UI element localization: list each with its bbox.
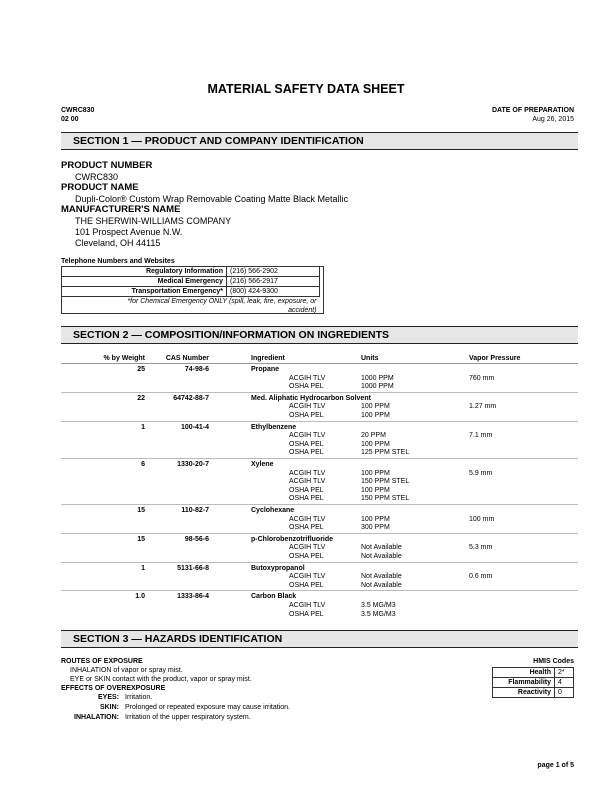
ingredient-name: Carbon Black (251, 593, 297, 601)
limit-value: Not Available (361, 581, 402, 589)
hmis-value: 4 (555, 678, 574, 688)
limit-source: ACGIH TLV (289, 601, 326, 609)
effect-text: Irritation of the upper respiratory system. (125, 714, 251, 721)
limit-source: OSHA PEL (289, 581, 324, 589)
effect-label: EYES: (97, 694, 119, 701)
row-divider (61, 504, 578, 505)
row-divider (61, 458, 578, 459)
row-divider (61, 421, 578, 422)
col-vapor: Vapor Pressure (469, 355, 521, 362)
limit-value: Not Available (361, 552, 402, 560)
vapor-pressure: 5.9 mm (469, 469, 493, 477)
telephone-label: Telephone Numbers and Websites (61, 258, 175, 265)
limit-source: ACGIH TLV (289, 573, 326, 581)
limit-source: OSHA PEL (289, 440, 324, 448)
effect-label: SKIN: (99, 704, 119, 711)
section-1-title: SECTION 1 — PRODUCT AND COMPANY IDENTIFICATION (73, 135, 364, 147)
limit-value: 100 PPM (361, 515, 390, 523)
cas-number: 1330-20-7 (177, 461, 209, 468)
cas-number: 1333-86-4 (177, 593, 209, 601)
weight-percent: 1 (141, 423, 145, 431)
phone-label: Medical Emergency (62, 277, 227, 287)
limit-source: OSHA PEL (289, 552, 324, 560)
effect-text: Irritation. (125, 694, 153, 701)
limit-value: 100 PPM (361, 411, 390, 419)
limit-value: Not Available (361, 544, 402, 552)
ingredient-name: Med. Aliphatic Hydrocarbon Solvent (251, 394, 371, 402)
vapor-pressure: 760 mm (469, 374, 495, 382)
product-code: CWRC830 (61, 107, 95, 114)
col-ingredient: Ingredient (251, 355, 285, 362)
col-units: Units (361, 355, 379, 362)
limit-value: 100 PPM (361, 486, 390, 494)
preparation-date: Aug 26, 2015 (532, 116, 574, 123)
phone-label: Regulatory Information (62, 267, 227, 277)
col-cas: CAS Number (165, 355, 209, 362)
hmis-table (492, 667, 574, 698)
section-3-title: SECTION 3 — HAZARDS IDENTIFICATION (73, 633, 283, 645)
page-number: page 1 of 5 (537, 762, 574, 769)
cas-number: 100-41-4 (180, 423, 209, 431)
limit-source: OSHA PEL (289, 449, 324, 457)
weight-percent: 1.0 (135, 593, 145, 601)
hmis-key: Reactivity (493, 688, 555, 698)
row-divider (61, 590, 578, 591)
limit-source: ACGIH TLV (289, 515, 326, 523)
section-2-title: SECTION 2 — COMPOSITION/INFORMATION ON INGREDIENTS (73, 329, 389, 341)
limit-value: 1000 PPM (361, 374, 394, 382)
section-3-header (61, 630, 578, 648)
vapor-pressure: 1.27 mm (469, 403, 497, 411)
phone-value: (216) 566-2917 (227, 277, 320, 287)
ingredient-name: Butoxypropanol (251, 564, 305, 572)
vapor-pressure: 0.6 mm (469, 573, 493, 581)
product-number: CWRC830 (75, 172, 119, 182)
limit-value: 20 PPM (361, 432, 386, 440)
effect-label: INHALATION: (74, 714, 119, 721)
phone-label: Transportation Emergency* (62, 287, 227, 297)
table-row (62, 277, 320, 287)
limit-value: 100 PPM (361, 403, 390, 411)
table-row (493, 668, 574, 678)
date-label: DATE OF PREPARATION (491, 107, 574, 114)
cas-number: 98-56-6 (184, 535, 209, 543)
weight-percent: 22 (137, 394, 145, 402)
limit-source: ACGIH TLV (289, 374, 326, 382)
limit-value: 3.5 MG/M3 (361, 601, 396, 609)
ingredient-name: Propane (251, 366, 280, 373)
product-name: Dupli-Color® Custom Wrap Removable Coating Matte Black Metallic (75, 194, 349, 204)
limit-value: 125 PPM STEL (361, 449, 410, 457)
row-divider (61, 392, 578, 393)
cas-number: 74-98-6 (184, 366, 209, 373)
hmis-value: 2* (555, 668, 574, 678)
routes-label: ROUTES OF EXPOSURE (61, 658, 143, 665)
vapor-pressure: 5.3 mm (469, 544, 493, 552)
product-name-label: PRODUCT NAME (61, 182, 139, 193)
limit-value: 3.5 MG/M3 (361, 610, 396, 618)
section-1-header (61, 132, 578, 150)
ingredient-name: Ethylbenzene (251, 423, 297, 431)
limit-source: OSHA PEL (289, 524, 324, 532)
limit-value: 1000 PPM (361, 383, 394, 391)
phone-value: (216) 566-2902 (227, 267, 320, 277)
ingredient-name: p-Chlorobenzotrifluoride (251, 535, 334, 543)
table-row (493, 688, 574, 698)
vapor-pressure: 100 mm (469, 515, 495, 523)
limit-source: OSHA PEL (289, 495, 324, 503)
revision: 02 00 (61, 116, 79, 123)
effects-label: EFFECTS OF OVEREXPOSURE (61, 685, 166, 692)
table-row (62, 267, 320, 277)
phone-value: (800) 424-9300 (227, 287, 320, 297)
manufacturer-line: Cleveland, OH 44115 (75, 238, 161, 248)
ingredient-name: Xylene (251, 461, 274, 468)
limit-source: ACGIH TLV (289, 544, 326, 552)
effect-text: Prolonged or repeated exposure may cause irritation. (125, 704, 290, 711)
table-row (62, 297, 320, 316)
limit-source: OSHA PEL (289, 383, 324, 391)
limit-value: Not Available (361, 573, 402, 581)
weight-percent: 1 (141, 564, 145, 572)
table-row (493, 678, 574, 688)
weight-percent: 6 (141, 461, 145, 468)
limit-value: 150 PPM STEL (361, 495, 410, 503)
row-divider (61, 533, 578, 534)
weight-percent: 15 (137, 535, 145, 543)
limit-value: 100 PPM (361, 469, 390, 477)
limit-source: ACGIH TLV (289, 478, 326, 486)
table-row (62, 287, 320, 297)
limit-source: OSHA PEL (289, 411, 324, 419)
hmis-label: HMIS Codes (533, 658, 574, 665)
cas-number: 110-82-7 (181, 507, 209, 514)
route-item: INHALATION of vapor or spray mist. (70, 667, 183, 674)
weight-percent: 25 (137, 366, 145, 373)
ingredient-name: Cyclohexane (251, 507, 295, 514)
manufacturer-label: MANUFACTURER'S NAME (61, 204, 181, 215)
hmis-key: Health (493, 668, 555, 678)
limit-source: ACGIH TLV (289, 469, 326, 477)
col-pct: % by Weight (103, 355, 145, 362)
limit-value: 150 PPM STEL (361, 478, 410, 486)
telephone-note: *for Chemical Emergency ONLY (spill, leak, fire, exposure, or accident) (62, 297, 320, 316)
product-number-label: PRODUCT NUMBER (61, 160, 153, 171)
cas-number: 5131-66-8 (177, 564, 209, 572)
row-divider (61, 562, 578, 563)
telephone-table (61, 266, 320, 315)
vapor-pressure: 7.1 mm (469, 432, 493, 440)
hmis-value: 0 (555, 688, 574, 698)
document-title: MATERIAL SAFETY DATA SHEET (207, 82, 405, 96)
limit-value: 100 PPM (361, 440, 390, 448)
manufacturer-line: 101 Prospect Avenue N.W. (75, 227, 183, 237)
manufacturer-line: THE SHERWIN-WILLIAMS COMPANY (75, 216, 232, 226)
limit-value: 300 PPM (361, 524, 390, 532)
limit-source: OSHA PEL (289, 486, 324, 494)
header-rule (61, 363, 578, 364)
ingredients-list (61, 365, 578, 625)
limit-source: OSHA PEL (289, 610, 324, 618)
cas-number: 64742-88-7 (173, 394, 209, 402)
route-item: EYE or SKIN contact with the product, vapor or spray mist. (70, 676, 252, 683)
limit-source: ACGIH TLV (289, 403, 326, 411)
weight-percent: 15 (137, 507, 145, 514)
limit-source: ACGIH TLV (289, 432, 326, 440)
section-2-header (61, 326, 578, 344)
hmis-key: Flammability (493, 678, 555, 688)
